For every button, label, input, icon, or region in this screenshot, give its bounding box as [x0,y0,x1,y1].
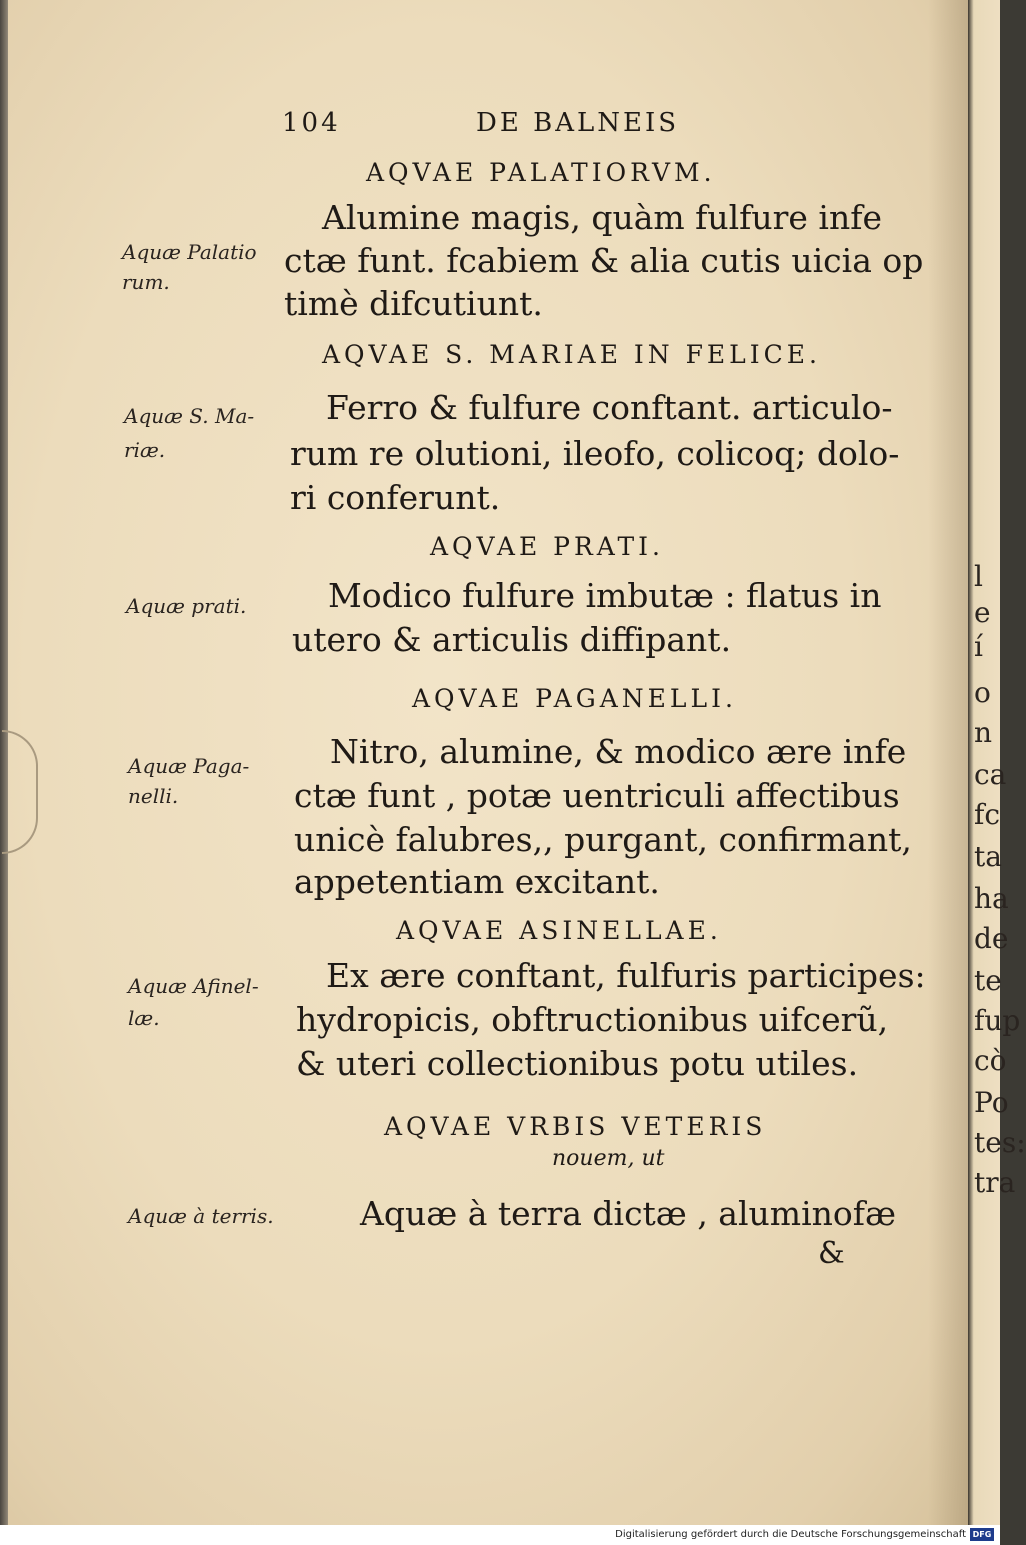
facing-fragment: fup [974,1004,1021,1037]
margin-note: Aquæ prati. [126,594,247,618]
facing-fragment: l [974,560,983,593]
body-line: timè difcutiunt. [284,284,543,323]
facing-fragment: ca [974,758,1007,791]
margin-note: Aquæ à terris. [128,1204,274,1228]
section-heading: AQVAE PAGANELLI. [412,684,737,713]
body-line: Ferro & fulfure conftant. articulo- [326,388,893,427]
body-line: utero & articulis diffipant. [292,620,732,659]
body-line: Alumine magis, quàm fulfure infe [322,198,882,237]
body-line: Modico fulfure imbutæ : flatus in [328,576,882,615]
margin-note: Aquæ S. Ma- [124,404,255,428]
body-line: ctæ funt. fcabiem & alia cutis uicia op [284,241,924,280]
section-heading: AQVAE PALATIORVM. [366,158,716,187]
body-line: ctæ funt , potæ uentriculi affectibus [294,776,900,815]
facing-fragment: o [974,676,991,709]
section-subheading: nouem, ut [552,1146,665,1171]
facing-fragment: e [974,596,991,629]
page-fold-loop [2,730,38,854]
catchword: & [818,1236,845,1271]
section-heading: AQVAE S. MARIAE IN FELICE. [322,340,821,369]
facing-fragment: í [974,630,983,663]
section-heading: AQVAE PRATI. [430,532,664,561]
footer-credit: Digitalisierung gefördert durch die Deutsche Forschungsgemeinschaft [615,1529,966,1540]
margin-note: nelli. [128,784,179,808]
body-line: & uteri collectionibus potu utiles. [296,1044,859,1083]
facing-fragment: te [974,964,1002,997]
facing-fragment: cò [974,1044,1007,1077]
facing-fragment: de [974,922,1009,955]
margin-note: rum. [122,270,170,294]
body-line: Aquæ à terra dictæ , aluminofæ [360,1194,896,1233]
body-line: appetentiam excitant. [294,862,660,901]
body-line: unicè falubres,, purgant, confirmant, [294,820,912,859]
margin-note: Aquæ Afinel- [128,974,259,998]
facing-fragment: Po [974,1086,1009,1119]
body-line: ri conferunt. [290,478,501,517]
margin-note: Aquæ Paga- [128,754,250,778]
body-line: rum re olutioni, ileofo, colicoq; dolo- [290,434,900,473]
section-heading: AQVAE ASINELLAE. [396,916,722,945]
dfg-logo-icon: DFG [970,1528,994,1541]
page-number: 104 [282,108,341,138]
section-heading: AQVAE VRBIS VETERIS [384,1112,767,1141]
margin-note: læ. [128,1006,160,1030]
margin-note: riæ. [124,438,166,462]
facing-fragment: tes: [974,1126,1026,1159]
facing-fragment: ta [974,840,1002,873]
margin-note: Aquæ Palatio [122,240,257,264]
facing-fragment: ha [974,882,1009,915]
facing-fragment: n [974,716,993,749]
facing-fragment: fc [974,798,1001,831]
body-line: Ex ære conftant, fulfuris participes: [326,956,926,995]
body-line: Nitro, alumine, & modico ære infe [330,732,907,771]
facing-fragment: tra [974,1166,1016,1199]
running-title: DE BALNEIS [476,108,680,138]
body-line: hydropicis, obftructionibus uifcerũ, [296,1000,889,1039]
